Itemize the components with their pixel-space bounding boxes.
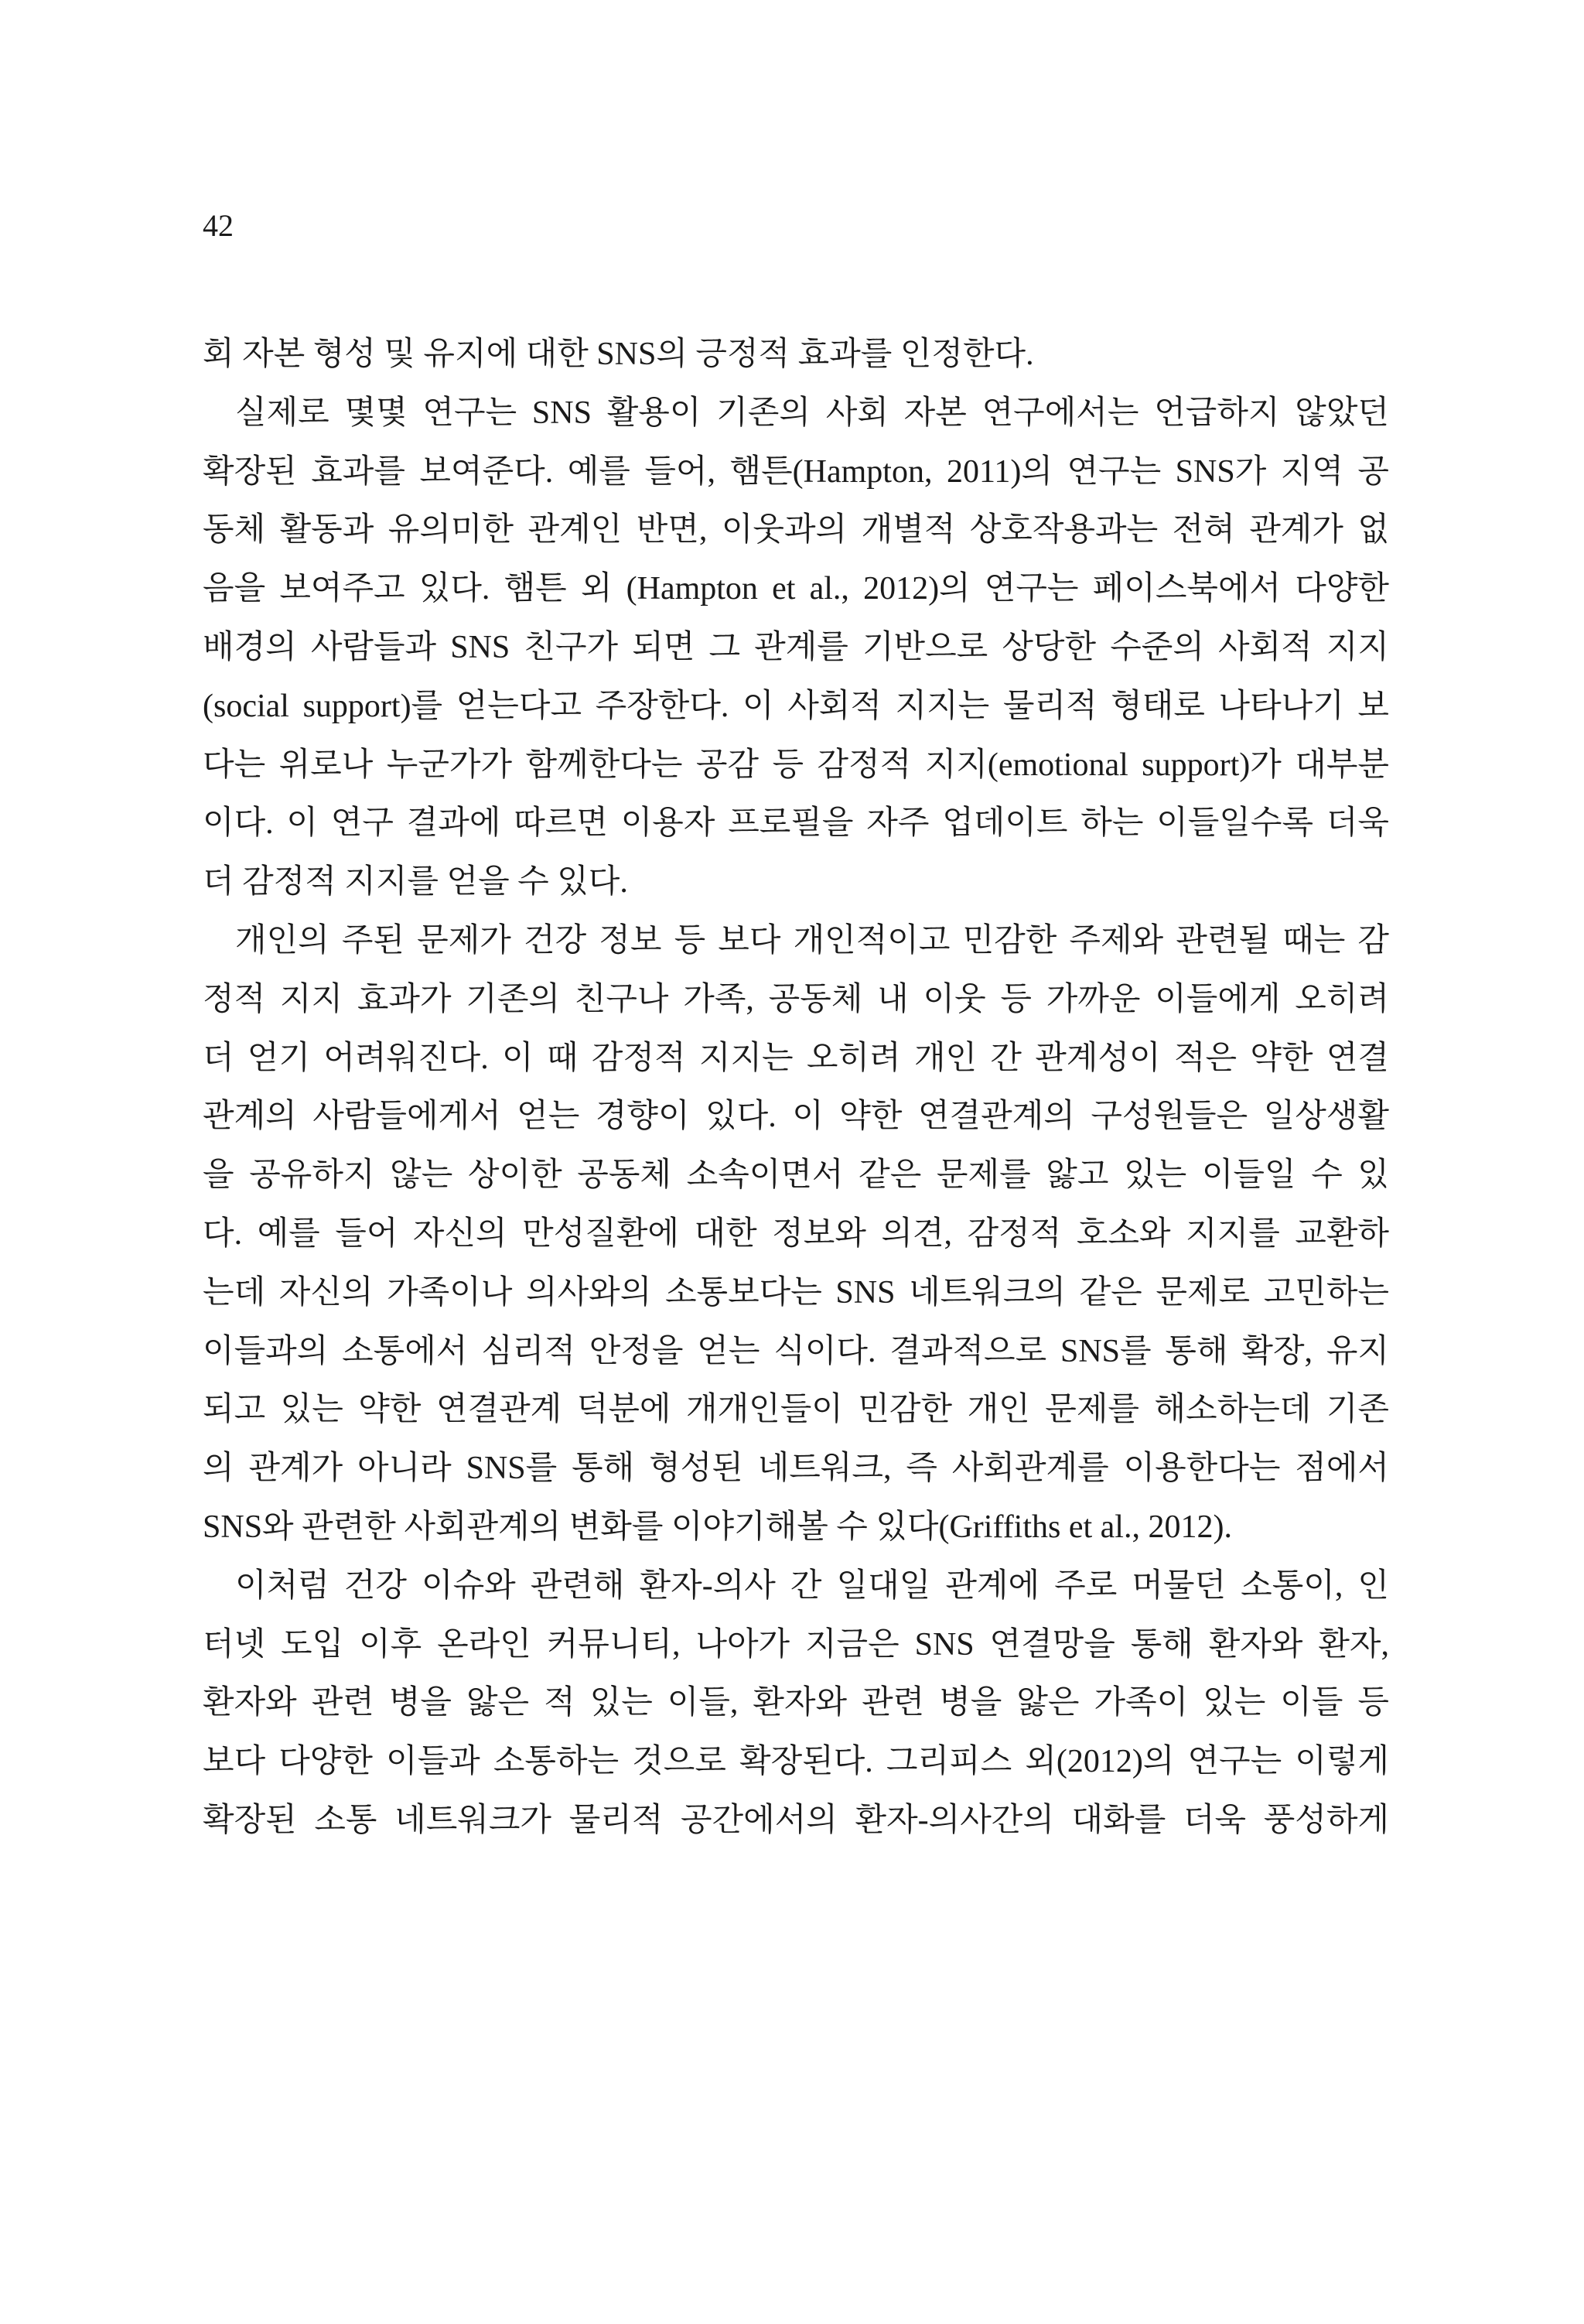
text-line: 다는 위로나 누군가가 함께한다는 공감 등 감정적 지지(emotional support)가 대부분: [203, 747, 1389, 783]
text-line: 실제로 몇몇 연구는 SNS 활용이 기존의 사회 자본 연구에서는 언급하지 않았던: [235, 395, 1389, 431]
text-line: 음을 보여주고 있다. 햄튼 외 (Hampton et al., 2012)의 연구는 페이스북에서 다양한: [203, 571, 1389, 607]
text-line: 의 관계가 아니라 SNS를 통해 형성된 네트워크, 즉 사회관계를 이용한다는 점에서: [203, 1451, 1389, 1487]
text-line: 을 공유하지 않는 상이한 공동체 소속이면서 같은 문제를 앓고 있는 이들일 수 있: [203, 1157, 1389, 1194]
text-line: 더 감정적 지지를 얻을 수 있다.: [203, 864, 628, 901]
text-line: SNS와 관련한 사회관계의 변화를 이야기해볼 수 있다(Griffiths et al., 2012).: [203, 1509, 1232, 1545]
body-text: [203, 331, 1389, 1856]
text-line: 배경의 사람들과 SNS 친구가 되면 그 관계를 기반으로 상당한 수준의 사회적 지지: [203, 629, 1389, 665]
page-number: 42: [203, 208, 234, 243]
text-line: 터넷 도입 이후 온라인 커뮤니티, 나아가 지금은 SNS 연결망을 통해 환자와 환자,: [203, 1626, 1389, 1663]
text-line: 관계의 사람들에게서 얻는 경향이 있다. 이 약한 연결관계의 구성원들은 일상생활: [203, 1099, 1389, 1135]
text-line: 이들과의 소통에서 심리적 안정을 얻는 식이다. 결과적으로 SNS를 통해 확장, 유지: [203, 1333, 1389, 1369]
text-line: 동체 활동과 유의미한 관계인 반면, 이웃과의 개별적 상호작용과는 전혀 관계가 없: [203, 512, 1389, 549]
text-line: 되고 있는 약한 연결관계 덕분에 개개인들이 민감한 개인 문제를 해소하는데 기존: [203, 1392, 1389, 1428]
text-line: 정적 지지 효과가 기존의 친구나 가족, 공동체 내 이웃 등 가까운 이들에게 오히려: [203, 981, 1389, 1017]
text-line: 이처럼 건강 이슈와 관련해 환자-의사 간 일대일 관계에 주로 머물던 소통이, 인: [235, 1567, 1389, 1604]
text-line: 다. 예를 들어 자신의 만성질환에 대한 정보와 의견, 감정적 호소와 지지를 교환하: [203, 1215, 1389, 1252]
text-line: 환자와 관련 병을 앓은 적 있는 이들, 환자와 관련 병을 앓은 가족이 있는 이들 등: [203, 1685, 1389, 1721]
text-line: 개인의 주된 문제가 건강 정보 등 보다 개인적이고 민감한 주제와 관련될 때는 감: [235, 922, 1389, 959]
text-line: 는데 자신의 가족이나 의사와의 소통보다는 SNS 네트워크의 같은 문제로 고민하는: [203, 1274, 1389, 1311]
text-line: 확장된 효과를 보여준다. 예를 들어, 햄튼(Hampton, 2011)의 연구는 SNS가 지역 공: [203, 453, 1389, 490]
text-line: (social support)를 얻는다고 주장한다. 이 사회적 지지는 물리적 형태로 나타나기 보: [203, 688, 1389, 724]
text-line: 회 자본 형성 및 유지에 대한 SNS의 긍정적 효과를 인정한다.: [203, 337, 1034, 372]
text-line: 보다 다양한 이들과 소통하는 것으로 확장된다. 그리피스 외(2012)의 연구는 이렇게: [203, 1744, 1389, 1780]
text-line: 이다. 이 연구 결과에 따르면 이용자 프로필을 자주 업데이트 하는 이들일수록 더욱: [203, 805, 1389, 842]
text-line: 확장된 소통 네트워크가 물리적 공간에서의 환자-의사간의 대화를 더욱 풍성하게: [203, 1802, 1389, 1838]
text-line: 더 얻기 어려워진다. 이 때 감정적 지지는 오히려 개인 간 관계성이 적은 약한 연결: [203, 1040, 1389, 1076]
